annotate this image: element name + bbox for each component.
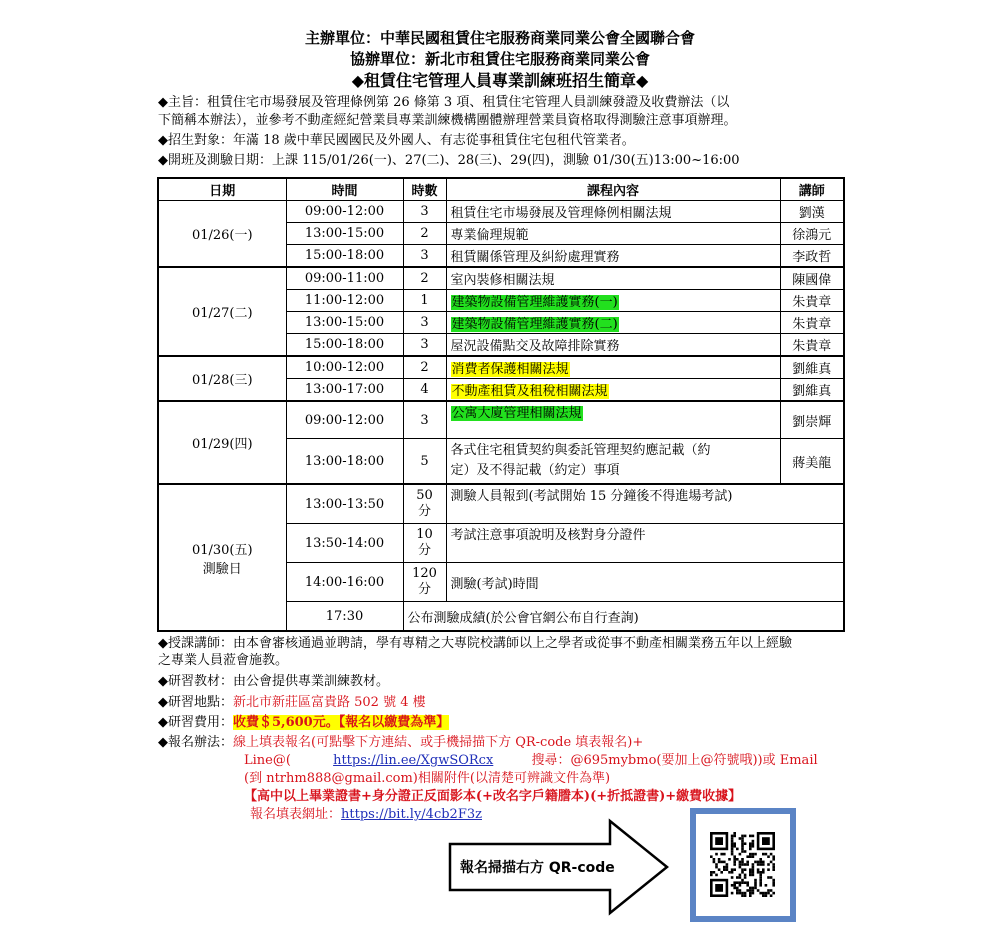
arrow-label: 報名掃描右方 QR-code	[460, 860, 615, 876]
course-cell: 室內裝修相關法規	[446, 267, 780, 290]
hours-cell: 3	[403, 312, 446, 334]
date-cell: 01/26(一)	[158, 201, 286, 268]
time-cell: 14:00-16:00	[286, 563, 403, 602]
hours-cell	[403, 484, 446, 524]
minutes-value: 10	[416, 527, 433, 542]
course-cell	[446, 312, 780, 334]
table-header-row	[158, 178, 844, 201]
hours-cell: 1	[403, 290, 446, 312]
form-url-label: 報名填表網址：	[250, 807, 342, 822]
hours-cell: 2	[403, 356, 446, 379]
header-hours: 時數	[403, 178, 446, 201]
time-cell: 15:00-18:00	[286, 245, 403, 268]
exam-date: 01/30(五)	[191, 542, 253, 558]
signup-label: ◆報名辦法：	[158, 735, 233, 750]
location-row	[158, 694, 848, 712]
lecturer-cell: 蔣美龍	[780, 439, 844, 485]
course-cell: 租賃住宅市場發展及管理條例相關法規	[446, 201, 780, 223]
hours-cell: 2	[403, 223, 446, 245]
time-cell: 15:00-18:00	[286, 334, 403, 357]
date-cell: 01/28(三)	[158, 356, 286, 401]
class-dates: ◆開班及測驗日期：上課 115/01/26(一)、27(二)、28(三)、29(四)，測驗 01/30(五)13:00~16:00	[158, 153, 740, 168]
materials: ◆研習教材：由公會提供專業訓練教材。	[158, 674, 389, 689]
organizer: 主辦單位：中華民國租賃住宅服務商業同業公會全國聯合會	[304, 29, 695, 47]
lecturer-cell: 劉崇輝	[780, 401, 844, 439]
fee-value: 收費＄5,600元。【報名以繳費為準】	[233, 715, 450, 730]
line-search: 搜尋：@695mybmo(要加上@符號哦))或 Email	[531, 753, 818, 768]
course-line-2: 定）及不得記載（約定）事項	[450, 463, 620, 478]
time-cell: 13:00-18:00	[286, 439, 403, 485]
exam-day-note: 測驗日	[202, 561, 242, 577]
course-cell: 屋況設備點交及故障排除實務	[446, 334, 780, 357]
table-row	[158, 267, 844, 290]
hours-cell	[403, 563, 446, 602]
lecturers-line-2: 之專業人員蒞會施教。	[158, 653, 289, 668]
lecturer-cell: 劉維真	[780, 356, 844, 379]
table-row	[158, 356, 844, 379]
lecturer-cell: 李政哲	[780, 245, 844, 268]
time-cell: 09:00-12:00	[286, 401, 403, 439]
lecturer-cell: 陳國偉	[780, 267, 844, 290]
required-documents: 【高中以上畢業證書+身分證正反面影本(+改名字戶籍謄本)(+折抵證書)+繳費收據】	[244, 789, 742, 804]
co-organizer: 協辦單位：新北市租賃住宅服務商業同業公會	[349, 50, 650, 68]
table-row	[158, 201, 844, 223]
time-cell: 11:00-12:00	[286, 290, 403, 312]
course-cell	[446, 356, 780, 379]
header-time: 時間	[286, 178, 403, 201]
target-audience: ◆招生對象：年滿 18 歲中華民國國民及外國人、有志從事租賃住宅包租代管業者。	[158, 133, 635, 148]
email-line: (到 ntrhm888@gmail.com)相關附件(以清楚可辨識文件為準)	[244, 771, 611, 786]
line-prefix: Line@(	[244, 753, 291, 768]
location-value: 新北市新莊區富貴路 502 號 4 樓	[233, 695, 426, 710]
course-cell: 考試注意事項說明及核對身分證件	[446, 524, 844, 563]
time-cell: 13:00-15:00	[286, 223, 403, 245]
course-cell: 測驗(考試)時間	[446, 563, 844, 602]
time-cell: 13:00-17:00	[286, 379, 403, 402]
signup-line-1: 線上填表報名(可點擊下方連結、或手機掃描下方 QR-code 填表報名)+	[233, 735, 644, 750]
header-lecturer: 講師	[780, 178, 844, 201]
hours-cell: 4	[403, 379, 446, 402]
date-cell	[158, 484, 286, 631]
hours-cell: 2	[403, 267, 446, 290]
fee-label: ◆研習費用：	[158, 715, 233, 730]
minutes-unit: 分	[417, 504, 431, 519]
time-cell: 17:30	[286, 602, 403, 632]
course-cell	[446, 379, 780, 402]
course-cell	[446, 401, 780, 439]
hours-cell: 3	[403, 245, 446, 268]
highlighted-course: 消費者保護相關法規	[451, 362, 569, 377]
header-date: 日期	[158, 178, 286, 201]
lecturer-cell: 朱貴章	[780, 334, 844, 357]
course-cell	[446, 439, 780, 485]
course-line-1: 各式住宅租賃契約與委託管理契約應記載（約	[450, 443, 711, 458]
course-cell: 租賃關係管理及糾紛處理實務	[446, 245, 780, 268]
time-cell: 13:00-13:50	[286, 484, 403, 524]
date-cell: 01/27(二)	[158, 267, 286, 356]
date-cell: 01/29(四)	[158, 401, 286, 484]
table-row	[158, 401, 844, 439]
qr-code-frame[interactable]	[690, 808, 796, 922]
course-cell: 專業倫理規範	[446, 223, 780, 245]
lecturer-cell: 朱貴章	[780, 290, 844, 312]
location-label: ◆研習地點：	[158, 695, 233, 710]
highlighted-course: 公寓大廈管理相關法規	[451, 406, 582, 421]
time-cell: 10:00-12:00	[286, 356, 403, 379]
minutes-unit: 分	[417, 543, 431, 558]
header-course: 課程內容	[446, 178, 780, 201]
lecturers-line-1: ◆授課講師：由本會審核通過並聘請，學有專精之大專院校講師以上之學者或從事不動產相關業務五年以上經驗	[158, 636, 792, 651]
lecturer-cell: 劉漢	[780, 201, 844, 223]
qr-code-icon[interactable]	[696, 814, 790, 916]
minutes-value: 50	[416, 488, 433, 503]
lecturer-cell: 朱貴章	[780, 312, 844, 334]
lecturer-cell: 劉維真	[780, 379, 844, 402]
page-title: ◆租賃住宅管理人員專業訓練班招生簡章◆	[351, 71, 649, 90]
highlighted-course: 建築物設備管理維護實務(二)	[451, 317, 618, 332]
hours-cell	[403, 524, 446, 563]
hours-cell: 3	[403, 201, 446, 223]
form-url-link[interactable]: https://bit.ly/4cb2F3z	[341, 807, 482, 822]
purpose-line-2: 下簡稱本辦法），並參考不動產經紀營業員專業訓練機構團體辦理營業員資格取得測驗注意事項辦理。	[158, 113, 737, 128]
hours-cell: 3	[403, 401, 446, 439]
minutes-unit: 分	[417, 582, 431, 597]
time-cell: 13:00-15:00	[286, 312, 403, 334]
hours-cell: 3	[403, 334, 446, 357]
time-cell: 09:00-11:00	[286, 267, 403, 290]
highlighted-course: 建築物設備管理維護實務(一)	[451, 295, 618, 310]
fee-row	[158, 714, 848, 732]
line-row	[244, 752, 844, 770]
hours-cell: 5	[403, 439, 446, 485]
lecturer-cell: 徐鴻元	[780, 223, 844, 245]
time-cell: 13:50-14:00	[286, 524, 403, 563]
minutes-value: 120	[412, 566, 437, 581]
time-cell: 09:00-12:00	[286, 201, 403, 223]
course-cell: 測驗人員報到(考試開始 15 分鐘後不得進場考試)	[446, 484, 844, 524]
schedule-table	[157, 177, 845, 632]
line-link[interactable]: https://lin.ee/XgwSORcx	[333, 753, 494, 768]
course-cell	[446, 290, 780, 312]
signup-row	[158, 734, 848, 752]
course-cell: 公布測驗成績(於公會官網公布自行查詢)	[403, 602, 844, 632]
table-row	[158, 484, 844, 524]
highlighted-course: 不動產租賃及租稅相關法規	[451, 384, 608, 399]
purpose-line-1: ◆主旨：租賃住宅市場發展及管理條例第 26 條第 3 項、租賃住宅管理人員訓練發證及收費辦法（以	[158, 95, 730, 110]
